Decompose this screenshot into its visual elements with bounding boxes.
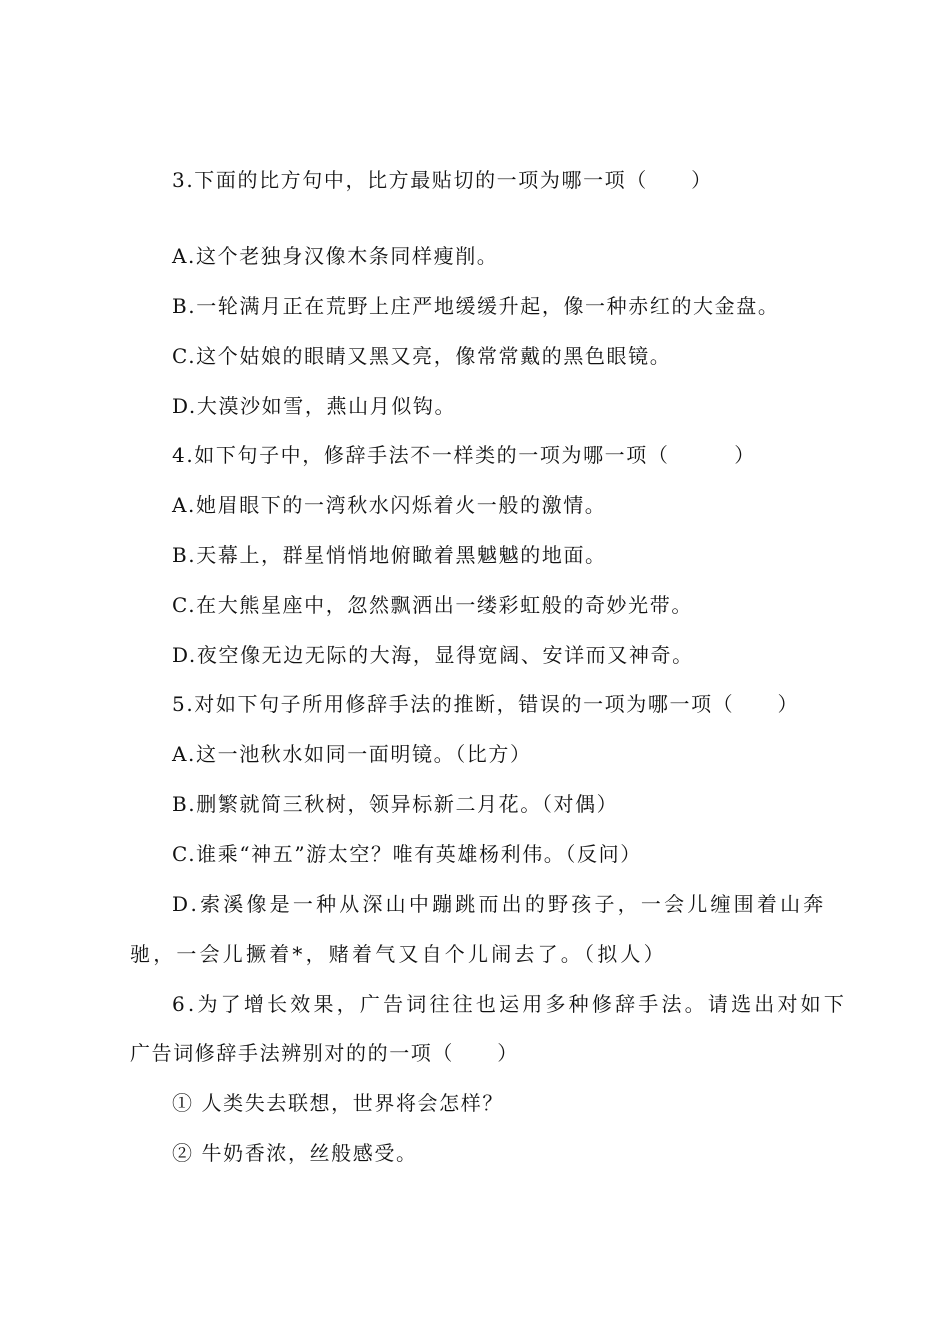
question-5-option-d: D.索溪像是一种从深山中蹦跳而出的野孩子，一会儿缠围着山奔 [172, 892, 827, 916]
question-6-item-1: ① 人类失去联想，世界将会怎样？ [172, 1091, 504, 1115]
question-3-option-d: D.大漠沙如雪，燕山月似钩。 [172, 394, 457, 418]
question-5-option-b: B.删繁就简三秋树，领异标新二月花。（对偶） [172, 792, 619, 816]
question-6-stem: 6.为了增长效果，广告词往往也运用多种修辞手法。请选出对如下 [172, 992, 848, 1016]
question-5-option-c: C.谁乘“神五”游太空？唯有英雄杨利伟。（反问） [172, 842, 642, 866]
question-4-stem: 4.如下句子中，修辞手法不一样类的一项为哪一项（ ） [172, 443, 756, 467]
question-6-item-2: ② 牛奶香浓，丝般感受。 [172, 1141, 418, 1165]
question-6-stem-continued: 广告词修辞手法辨别对的的一项（ ） [130, 1041, 519, 1065]
question-3-option-c: C.这个姑娘的眼睛又黑又亮，像常常戴的黑色眼镜。 [172, 344, 672, 368]
question-5-option-d-continued: 驰，一会儿撅着*，赌着气又自个儿闹去了。（拟人） [130, 942, 667, 966]
question-4-option-c: C.在大熊星座中，忽然飘洒出一缕彩虹般的奇妙光带。 [172, 593, 693, 617]
question-5-stem: 5.对如下句子所用修辞手法的推断，错误的一项为哪一项（ ） [172, 692, 800, 716]
question-4-option-d: D.夜空像无边无际的大海，显得宽阔、安详而又神奇。 [172, 643, 694, 667]
question-5-option-a: A.这一池秋水如同一面明镜。（比方） [172, 742, 532, 766]
question-3-stem: 3.下面的比方句中，比方最贴切的一项为哪一项（ ） [172, 168, 713, 192]
question-3-option-a: A.这个老独身汉像木条同样瘦削。 [172, 244, 499, 268]
question-4-option-b: B.天幕上，群星悄悄地俯瞰着黑魆魆的地面。 [172, 543, 607, 567]
question-3-option-b: B.一轮满月正在荒野上庄严地缓缓升起，像一种赤红的大金盘。 [172, 294, 780, 318]
question-4-option-a: A.她眉眼下的一湾秋水闪烁着火一般的激情。 [172, 493, 607, 517]
